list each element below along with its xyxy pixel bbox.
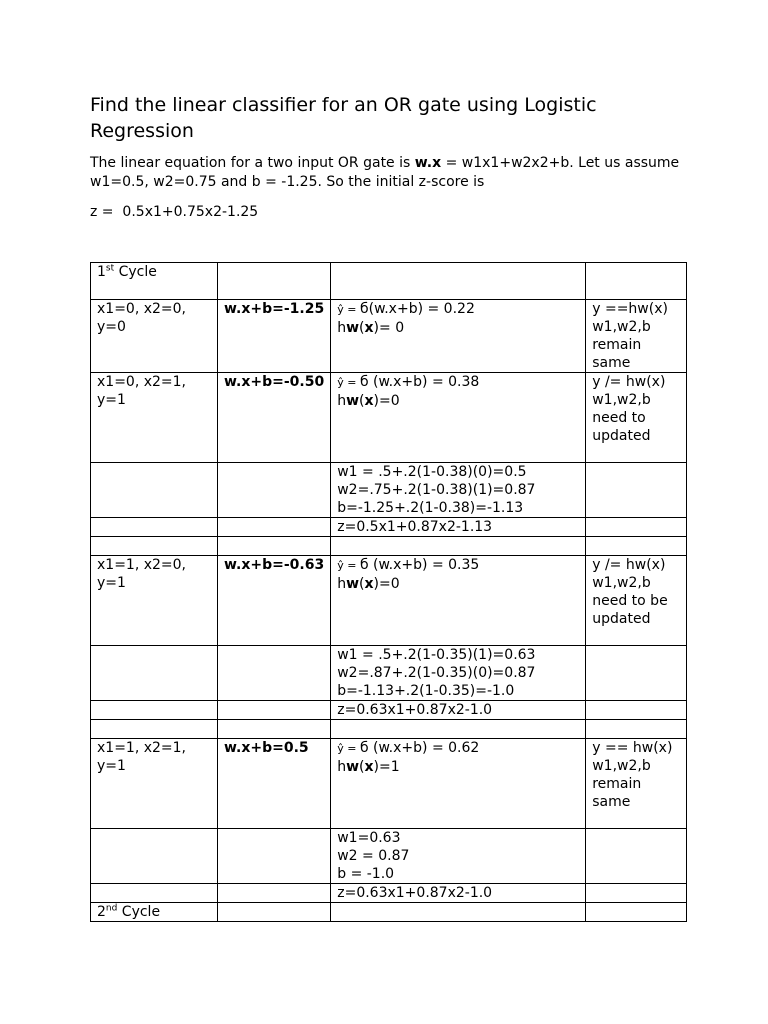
condition-text: w.x+b=-0.63 <box>224 557 325 573</box>
hypothesis-h: h <box>337 759 347 775</box>
step-result <box>586 300 687 373</box>
z-score-cell <box>331 884 586 903</box>
step-condition <box>218 300 331 373</box>
empty-cell <box>331 537 586 556</box>
page-title: Find the linear classifier for an OR gate using Logistic Regression <box>90 94 597 142</box>
yhat-symbol: ŷ = <box>337 303 360 316</box>
hypothesis-output: )=0 <box>373 576 400 592</box>
hypothesis-output: )=0 <box>373 393 400 409</box>
result-line: w1,w2,b remain same <box>592 319 651 371</box>
hypothesis-paren: ( <box>359 393 365 409</box>
empty-cell <box>91 537 218 556</box>
update-row <box>91 463 687 518</box>
iteration-table-body <box>91 263 687 922</box>
weight-updates <box>331 646 586 701</box>
hypothesis-paren: ( <box>359 576 365 592</box>
hypothesis-h: h <box>337 393 347 409</box>
result-line: w1,w2,b need to be updated <box>592 575 668 627</box>
empty-cell <box>331 903 586 922</box>
inputs-text: x1=0, x2=0, y=0 <box>97 301 187 335</box>
cycle-header-row <box>91 263 687 300</box>
empty-cell <box>91 720 218 739</box>
empty-cell <box>91 884 218 903</box>
empty-cell <box>218 903 331 922</box>
step-result <box>586 373 687 463</box>
cycle-number: 2 <box>97 904 106 920</box>
step-row <box>91 373 687 463</box>
hypothesis-w: w <box>346 576 360 592</box>
step-inputs <box>91 300 218 373</box>
empty-cell <box>331 720 586 739</box>
separator-row <box>91 537 687 556</box>
empty-cell <box>218 720 331 739</box>
separator-row <box>91 720 687 739</box>
sigmoid-value: б(w.x+b) = 0.22 <box>359 301 475 317</box>
hypothesis-paren: ( <box>359 320 365 336</box>
cycle-ordinal: st <box>105 263 115 274</box>
step-condition <box>218 373 331 463</box>
hypothesis-x: x <box>364 759 374 775</box>
empty-cell <box>586 463 687 518</box>
z-score-row <box>91 701 687 720</box>
update-row <box>91 829 687 884</box>
inputs-text: x1=1, x2=0, y=1 <box>97 557 187 591</box>
intro-paragraph <box>90 154 690 192</box>
z-score-cell <box>331 518 586 537</box>
empty-cell <box>91 463 218 518</box>
z-score-row <box>91 518 687 537</box>
step-prediction <box>331 373 586 463</box>
empty-cell <box>586 263 687 300</box>
step-row <box>91 300 687 373</box>
update-line: b = -1.0 <box>337 866 395 882</box>
step-prediction <box>331 739 586 829</box>
empty-cell <box>586 646 687 701</box>
sigmoid-value: б (w.x+b) = 0.35 <box>359 557 480 573</box>
z-score-cell <box>331 701 586 720</box>
cycle-ordinal: nd <box>105 903 118 914</box>
hypothesis-w: w <box>346 759 360 775</box>
hypothesis-h: h <box>337 576 347 592</box>
hypothesis-h: h <box>337 320 347 336</box>
step-inputs <box>91 373 218 463</box>
empty-cell <box>218 884 331 903</box>
inputs-text: x1=0, x2=1, y=1 <box>97 374 187 408</box>
condition-text: w.x+b=-0.50 <box>224 374 325 390</box>
empty-cell <box>218 646 331 701</box>
result-line: w1,w2,b remain same <box>592 758 651 810</box>
cycle-label <box>91 903 218 922</box>
hypothesis-x: x <box>364 576 374 592</box>
empty-cell <box>91 829 218 884</box>
weight-updates <box>331 829 586 884</box>
empty-cell <box>91 518 218 537</box>
empty-cell <box>218 518 331 537</box>
z-score-row <box>91 884 687 903</box>
update-line: b=-1.25+.2(1-0.38)=-1.13 <box>337 500 524 516</box>
yhat-symbol: ŷ = <box>337 742 360 755</box>
step-inputs <box>91 739 218 829</box>
step-row <box>91 739 687 829</box>
update-line: w2=.87+.2(1-0.35)(0)=0.87 <box>337 665 536 681</box>
intro-text-part1: The linear equation for a two input OR gate is <box>90 155 415 171</box>
cycle-number: 1 <box>97 264 106 280</box>
result-line: y /= hw(x) <box>592 557 666 573</box>
empty-cell <box>218 537 331 556</box>
empty-cell <box>218 263 331 300</box>
result-line: w1,w2,b need to updated <box>592 392 651 444</box>
hypothesis-w: w <box>346 393 360 409</box>
empty-cell <box>91 646 218 701</box>
result-line: y /= hw(x) <box>592 374 666 390</box>
empty-cell <box>218 829 331 884</box>
intro-bold-term: w.x <box>414 155 442 171</box>
hypothesis-x: x <box>364 393 374 409</box>
hypothesis-paren: ( <box>359 759 365 775</box>
result-line: y ==hw(x) <box>592 301 668 317</box>
step-result <box>586 556 687 646</box>
hypothesis-output: )= 0 <box>373 320 405 336</box>
empty-cell <box>586 518 687 537</box>
hypothesis-output: )=1 <box>373 759 400 775</box>
cycle-label <box>91 263 218 300</box>
step-prediction <box>331 556 586 646</box>
z-score-text: z=0.5x1+0.87x2-1.13 <box>337 519 493 535</box>
step-result <box>586 739 687 829</box>
hypothesis-w: w <box>346 320 360 336</box>
update-line: w2 = 0.87 <box>337 848 410 864</box>
empty-cell <box>586 537 687 556</box>
empty-cell <box>218 701 331 720</box>
z-score-text: z=0.63x1+0.87x2-1.0 <box>337 702 493 718</box>
empty-cell <box>586 903 687 922</box>
sigmoid-value: б (w.x+b) = 0.38 <box>359 374 480 390</box>
empty-cell <box>586 884 687 903</box>
cycle-suffix: Cycle <box>114 264 157 280</box>
step-inputs <box>91 556 218 646</box>
empty-cell <box>218 463 331 518</box>
update-line: b=-1.13+.2(1-0.35)=-1.0 <box>337 683 515 699</box>
empty-cell <box>586 701 687 720</box>
step-prediction <box>331 300 586 373</box>
update-line: w2=.75+.2(1-0.38)(1)=0.87 <box>337 482 536 498</box>
hypothesis-x: x <box>364 320 374 336</box>
condition-text: w.x+b=-1.25 <box>224 301 325 317</box>
update-line: w1=0.63 <box>337 830 401 846</box>
iteration-table <box>90 262 687 922</box>
step-row <box>91 556 687 646</box>
sigmoid-value: б (w.x+b) = 0.62 <box>359 740 480 756</box>
intro-text-part2: = w1x1+w2x2+b. Let us assume w1=0.5, w2=0.75 and b = -1.25. So the initial z-score is <box>90 155 680 190</box>
initial-z-score: z = 0.5x1+0.75x2-1.25 <box>90 204 259 220</box>
update-line: w1 = .5+.2(1-0.38)(0)=0.5 <box>337 464 527 480</box>
yhat-symbol: ŷ = <box>337 376 360 389</box>
cycle-header-row <box>91 903 687 922</box>
empty-cell <box>586 720 687 739</box>
inputs-text: x1=1, x2=1, y=1 <box>97 740 187 774</box>
empty-cell <box>331 263 586 300</box>
empty-cell <box>91 701 218 720</box>
weight-updates <box>331 463 586 518</box>
cycle-suffix: Cycle <box>117 904 161 920</box>
empty-cell <box>586 829 687 884</box>
update-line: w1 = .5+.2(1-0.35)(1)=0.63 <box>337 647 536 663</box>
condition-text: w.x+b=0.5 <box>224 740 309 756</box>
yhat-symbol: ŷ = <box>337 559 360 572</box>
result-line: y == hw(x) <box>592 740 673 756</box>
z-score-text: z=0.63x1+0.87x2-1.0 <box>337 885 493 901</box>
step-condition <box>218 556 331 646</box>
update-row <box>91 646 687 701</box>
step-condition <box>218 739 331 829</box>
